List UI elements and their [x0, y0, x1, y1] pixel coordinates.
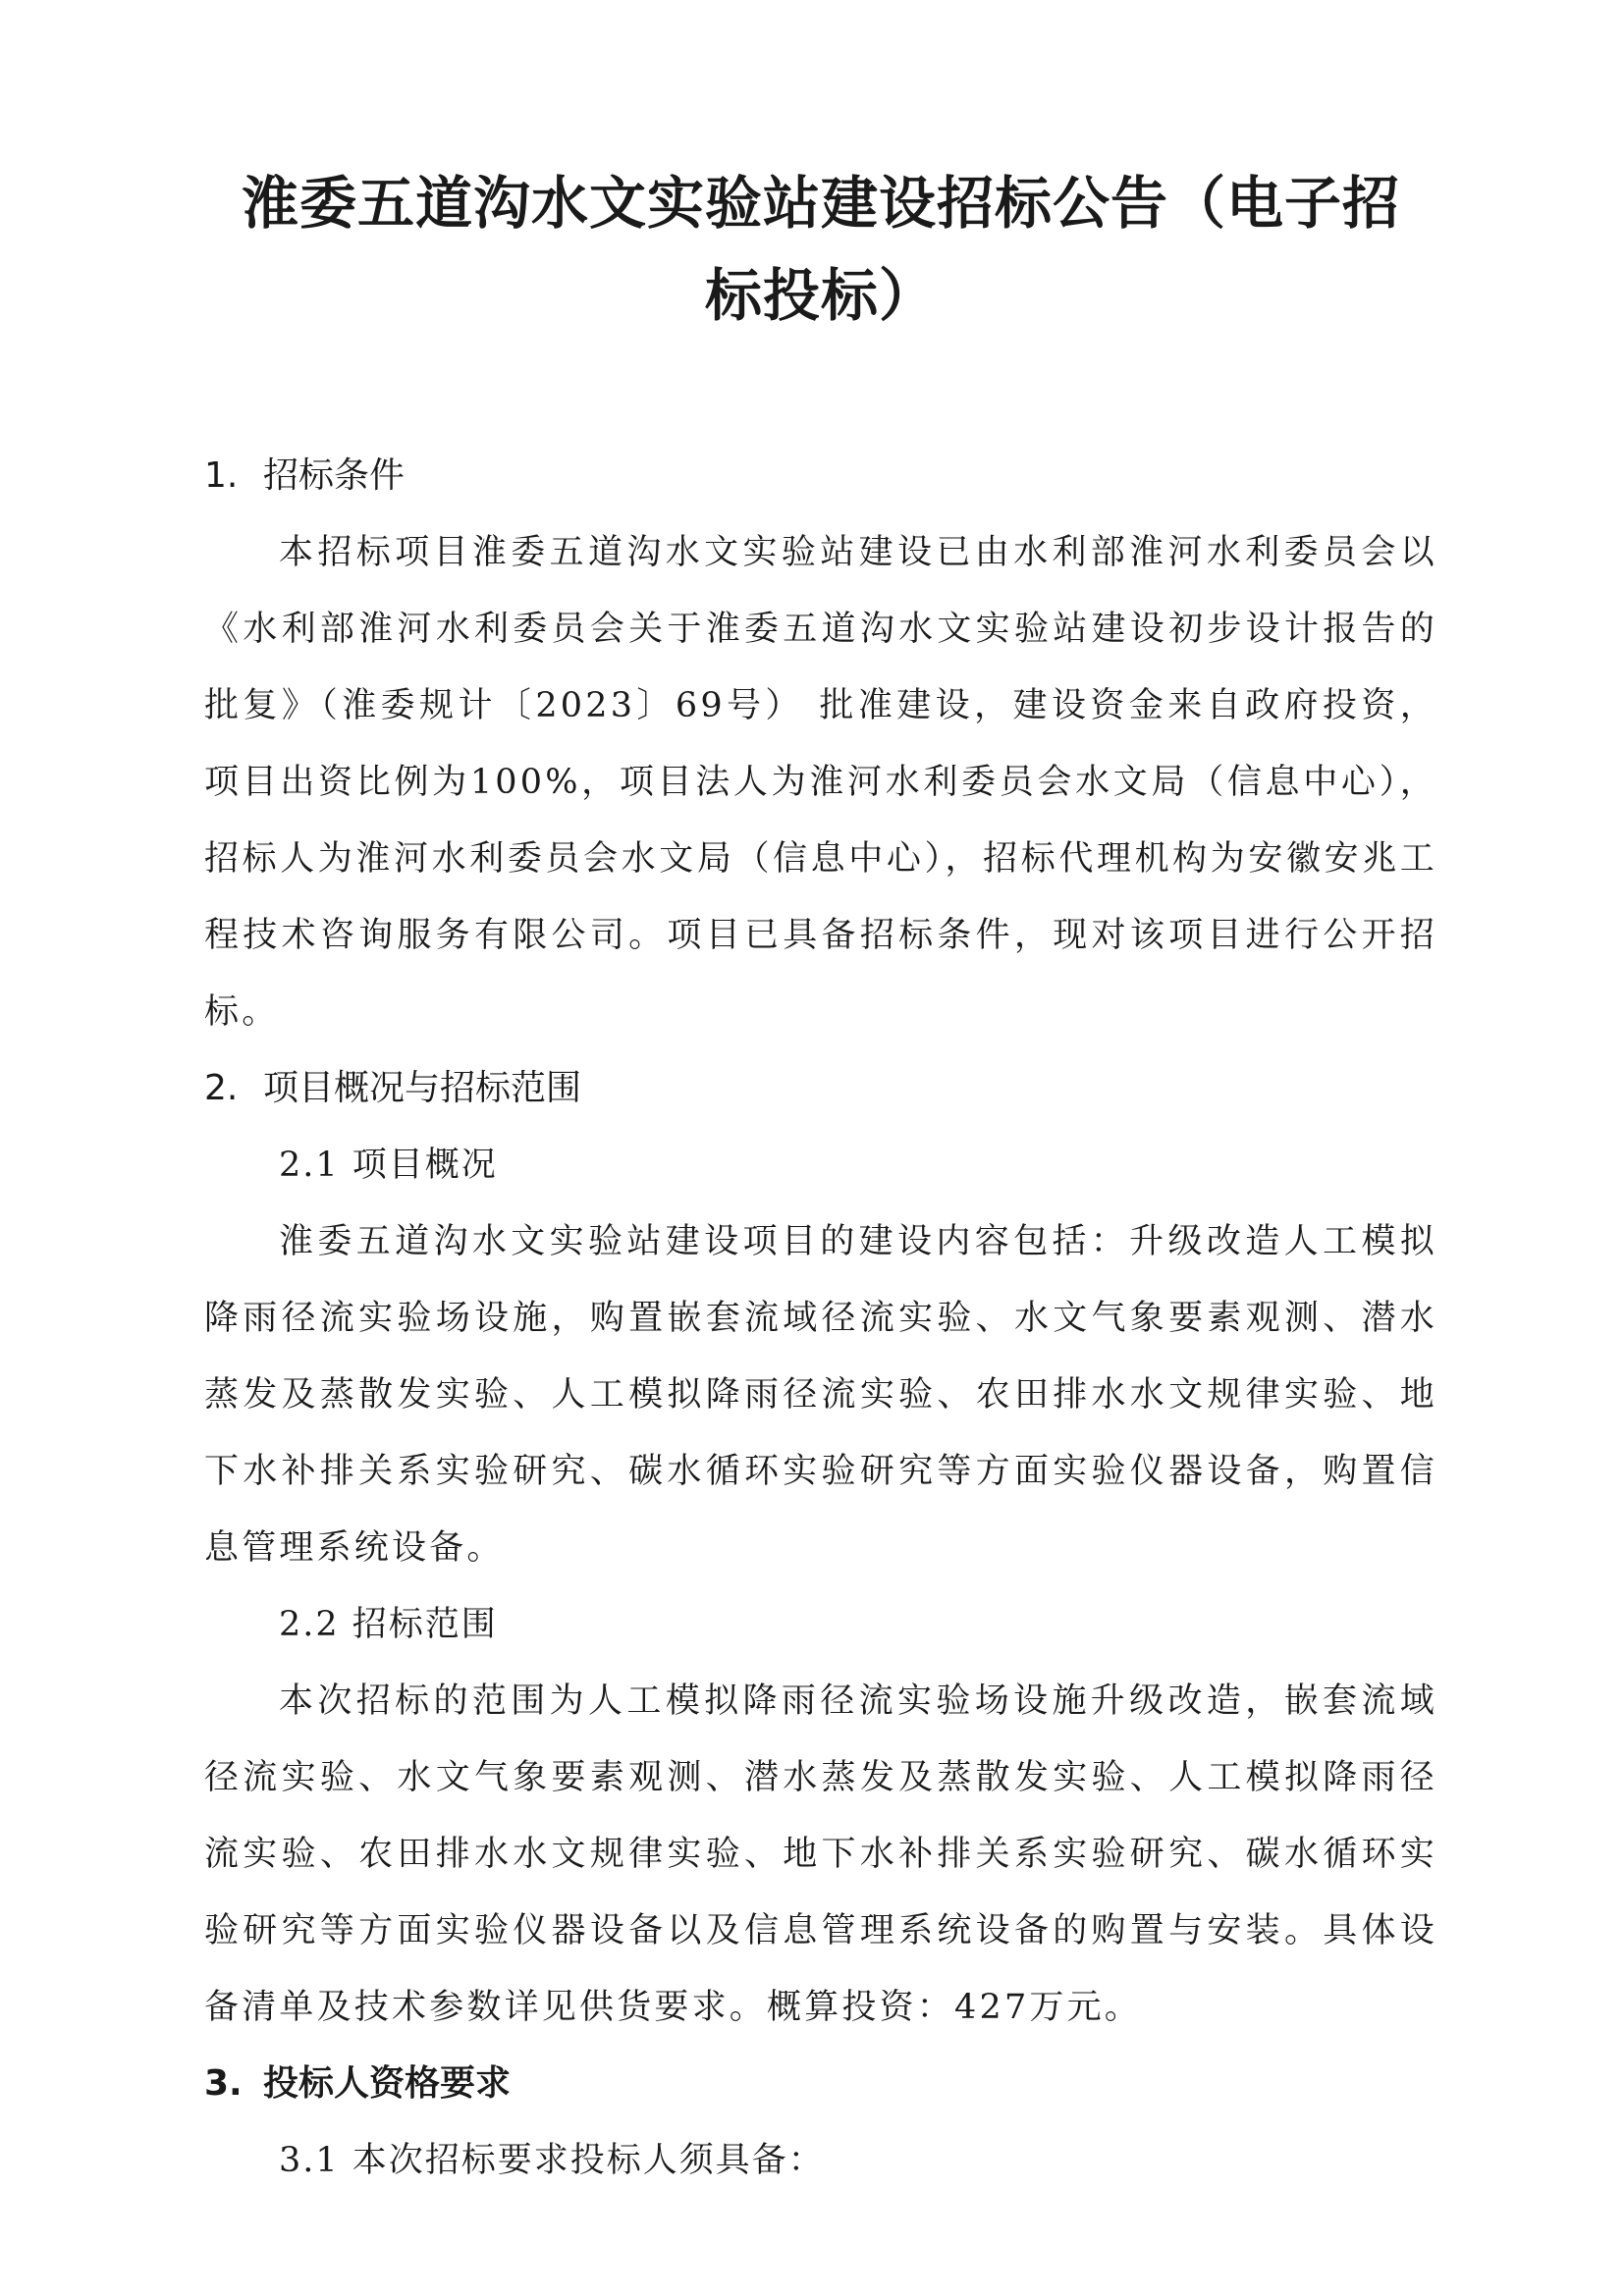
section-2-title: 项目概况与招标范围: [263, 1068, 582, 1108]
title-line-2: 标投标）: [704, 262, 937, 329]
section-2-1-title: 2.1 项目概况: [279, 1146, 498, 1185]
document-title: [204, 157, 1437, 342]
section-2-1-paragraph: 淮委五道沟水文实验站建设项目的建设内容包括：升级改造人工模拟降雨径流实验场设施，购置嵌套流域径流实验、水文气象要素观测、潜水蒸发及蒸散发实验、人工模拟降雨径流实验、农田排水水文规律实验、地下水补排关系实验研究、碳水循环实验研究等方面实验仪器设备，购置信息管理系统设备。: [204, 1222, 1437, 1568]
section-2-2-title: 2.2 招标范围: [279, 1605, 498, 1644]
section-1-heading: [204, 438, 1437, 514]
section-1-paragraph: 本招标项目淮委五道沟水文实验站建设已由水利部淮河水利委员会以《水利部淮河水利委员会关于淮委五道沟水文实验站建设初步设计报告的批复》（淮委规计〔2023〕69号） 批准建设，建设资金来自政府投资，项目出资比例为100%，项目法人为淮河水利委员会水文局（信息中心），招标人为淮河水利委员会水文局（信息中心），招标代理机构为安徽安兆工程技术咨询服务有限公司。项目已具备招标条件，现对该项目进行公开招标。: [204, 533, 1437, 1032]
section-1-number: 1.: [204, 455, 239, 496]
title-line-1: 淮委五道沟水文实验站建设招标公告（电子招: [241, 170, 1400, 237]
section-1-title: 招标条件: [263, 455, 406, 496]
section-2-number: 2.: [204, 1068, 239, 1108]
section-3-number: 3.: [204, 2063, 243, 2104]
section-3-title: 投标人资格要求: [263, 2063, 512, 2104]
section-2-2-paragraph: 本次招标的范围为人工模拟降雨径流实验场设施升级改造，嵌套流域径流实验、水文气象要素观测、潜水蒸发及蒸散发实验、人工模拟降雨径流实验、农田排水水文规律实验、地下水补排关系实验研究、碳水循环实验研究等方面实验仪器设备以及信息管理系统设备的购置与安装。具体设备清单及技术参数详见供货要求。概算投资：427万元。: [204, 1682, 1437, 2027]
section-3-1-title: 3.1 本次招标要求投标人须具备：: [279, 2141, 825, 2180]
section-2-heading: [204, 1050, 1437, 1127]
section-3-heading: [204, 2046, 1437, 2122]
